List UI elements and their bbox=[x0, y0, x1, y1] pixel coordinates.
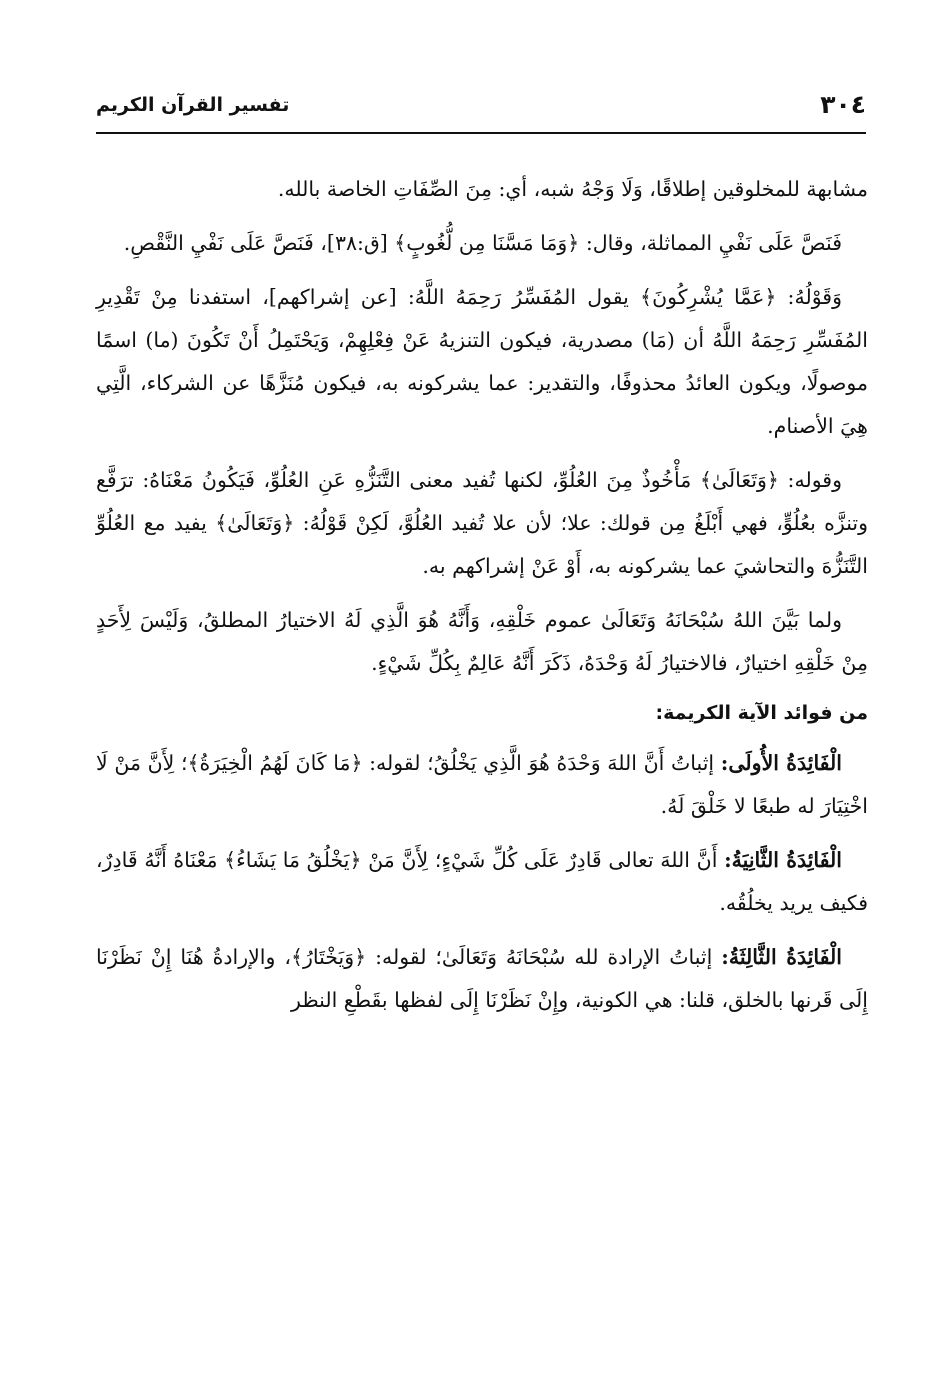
benefit-paragraph bbox=[96, 742, 868, 828]
page-header bbox=[96, 88, 866, 134]
page-number: ٣٠٤ bbox=[820, 90, 866, 119]
section-heading: من فوائد الآية الكريمة: bbox=[655, 702, 868, 724]
page-body bbox=[96, 168, 868, 1033]
paragraph bbox=[96, 222, 868, 265]
benefit-paragraph bbox=[96, 936, 868, 1022]
paragraph bbox=[96, 599, 868, 685]
benefit-paragraph bbox=[96, 839, 868, 925]
paragraph-text: مشابهة للمخلوقين إطلاقًا، وَلَا وَجْهُ شبه، أي: مِنَ الصِّفَاتِ الخاصة بالله. bbox=[277, 177, 868, 201]
paragraph bbox=[96, 459, 868, 588]
paragraph-text: وَقَوْلُهُ: ﴿عَمَّا يُشْرِكُونَ﴾ يقول المُفَسِّرُ رَحِمَهُ اللَّهُ: [عن إشراكهم]، استفدنا مِنْ تَقْدِيرِ المُفَسِّرِ رَحِمَهُ اللَّهُ أن (مَا) مصدرية، فيكون التنزيهُ عَنْ فِعْلِهِمْ، وَيَحْتَمِلُ أَنْ تَكُونَ (ما) اسمًا موصولًا، ويكون العائدُ محذوفًا، والتقدير: عما يشركونه به، فيكون مُنَزَّهًا عن الشركاء، الَّتِي هِيَ الأصنام. bbox=[96, 285, 868, 438]
benefit-label: الْفَائِدَةُ الثَّانِيَةُ: bbox=[724, 848, 842, 872]
paragraph bbox=[96, 276, 868, 448]
book-title: تفسير القرآن الكريم bbox=[96, 94, 290, 116]
paragraph-text: ولما بَيَّنَ اللهُ سُبْحَانَهُ وَتَعَالَىٰ عموم خَلْقِهِ، وَأَنَّهُ هُوَ الَّذِي لَهُ الاختيارُ المطلقُ، وَلَيْسَ لِأَحَدٍ مِنْ خَلْقِهِ اختيارٌ، فالاختيارُ لَهُ وَحْدَهُ، ذَكَرَ أَنَّهُ عَالِمٌ بِكُلِّ شَيْءٍ. bbox=[96, 608, 868, 675]
benefit-label: الْفَائِدَةُ الثَّالِثَةُ: bbox=[721, 945, 842, 969]
benefit-text: أَنَّ اللهَ تعالى قَادِرٌ عَلَى كُلِّ شَيْءٍ؛ لِأَنَّ مَنْ ﴿يَخْلُقُ مَا يَشَاءُ﴾ مَعْنَاهُ أَنَّهُ قَادِرٌ، فكيف يريد يخلُقُه. bbox=[96, 848, 868, 915]
benefit-text: إثباتُ أَنَّ اللهَ وَحْدَهُ هُوَ الَّذِي يَخْلُقُ؛ لقوله: ﴿مَا كَانَ لَهُمُ الْخِيَرَةُ﴾؛ لِأَنَّ مَنْ لَا اخْتِيَارَ له طبعًا لا خَلْقَ لَهُ. bbox=[96, 751, 868, 818]
paragraph-text: وقوله: ﴿وَتَعَالَىٰ﴾ مَأْخُوذٌ مِنَ العُلُوِّ، لكنها تُفيد معنى التَّنَزُّهِ عَنِ العُلُوِّ، فَيَكُونُ مَعْنَاهُ: ترَفَّع وتنزَّه بعُلُوٍّ، فهي أَبْلَغُ مِن قولك: علا؛ لأن علا تُفيد العُلُوَّ، لَكِنْ قَوْلُهُ: ﴿وَتَعَالَىٰ﴾ يفيد مع العُلُوِّ التَّنَزُّهَ والتحاشيَ عما يشركونه به، أَوْ عَنْ إشراكهم به. bbox=[96, 468, 868, 578]
benefit-text: إثباتُ الإرادة لله سُبْحَانَهُ وَتَعَالَىٰ؛ لقوله: ﴿وَيَخْتَارُ﴾، والإرادةُ هُنَا إِنْ نَظَرْنَا إِلَى قَرنها بالخلق، قلنا: هي الكونية، وإِنْ نَظَرْنَا إِلَى لفظها بقَطْعِ النظر bbox=[96, 945, 868, 1012]
paragraph bbox=[96, 168, 868, 211]
paragraph-text: فَنَصَّ عَلَى نَفْيِ المماثلة، وقال: ﴿وَمَا مَسَّنَا مِن لُّغُوبٍ﴾ [ق:٣٨]، فَنَصَّ عَلَى نَفْيِ النَّقْصِ. bbox=[123, 231, 842, 255]
benefit-label: الْفَائِدَةُ الأُولَى: bbox=[720, 751, 842, 775]
